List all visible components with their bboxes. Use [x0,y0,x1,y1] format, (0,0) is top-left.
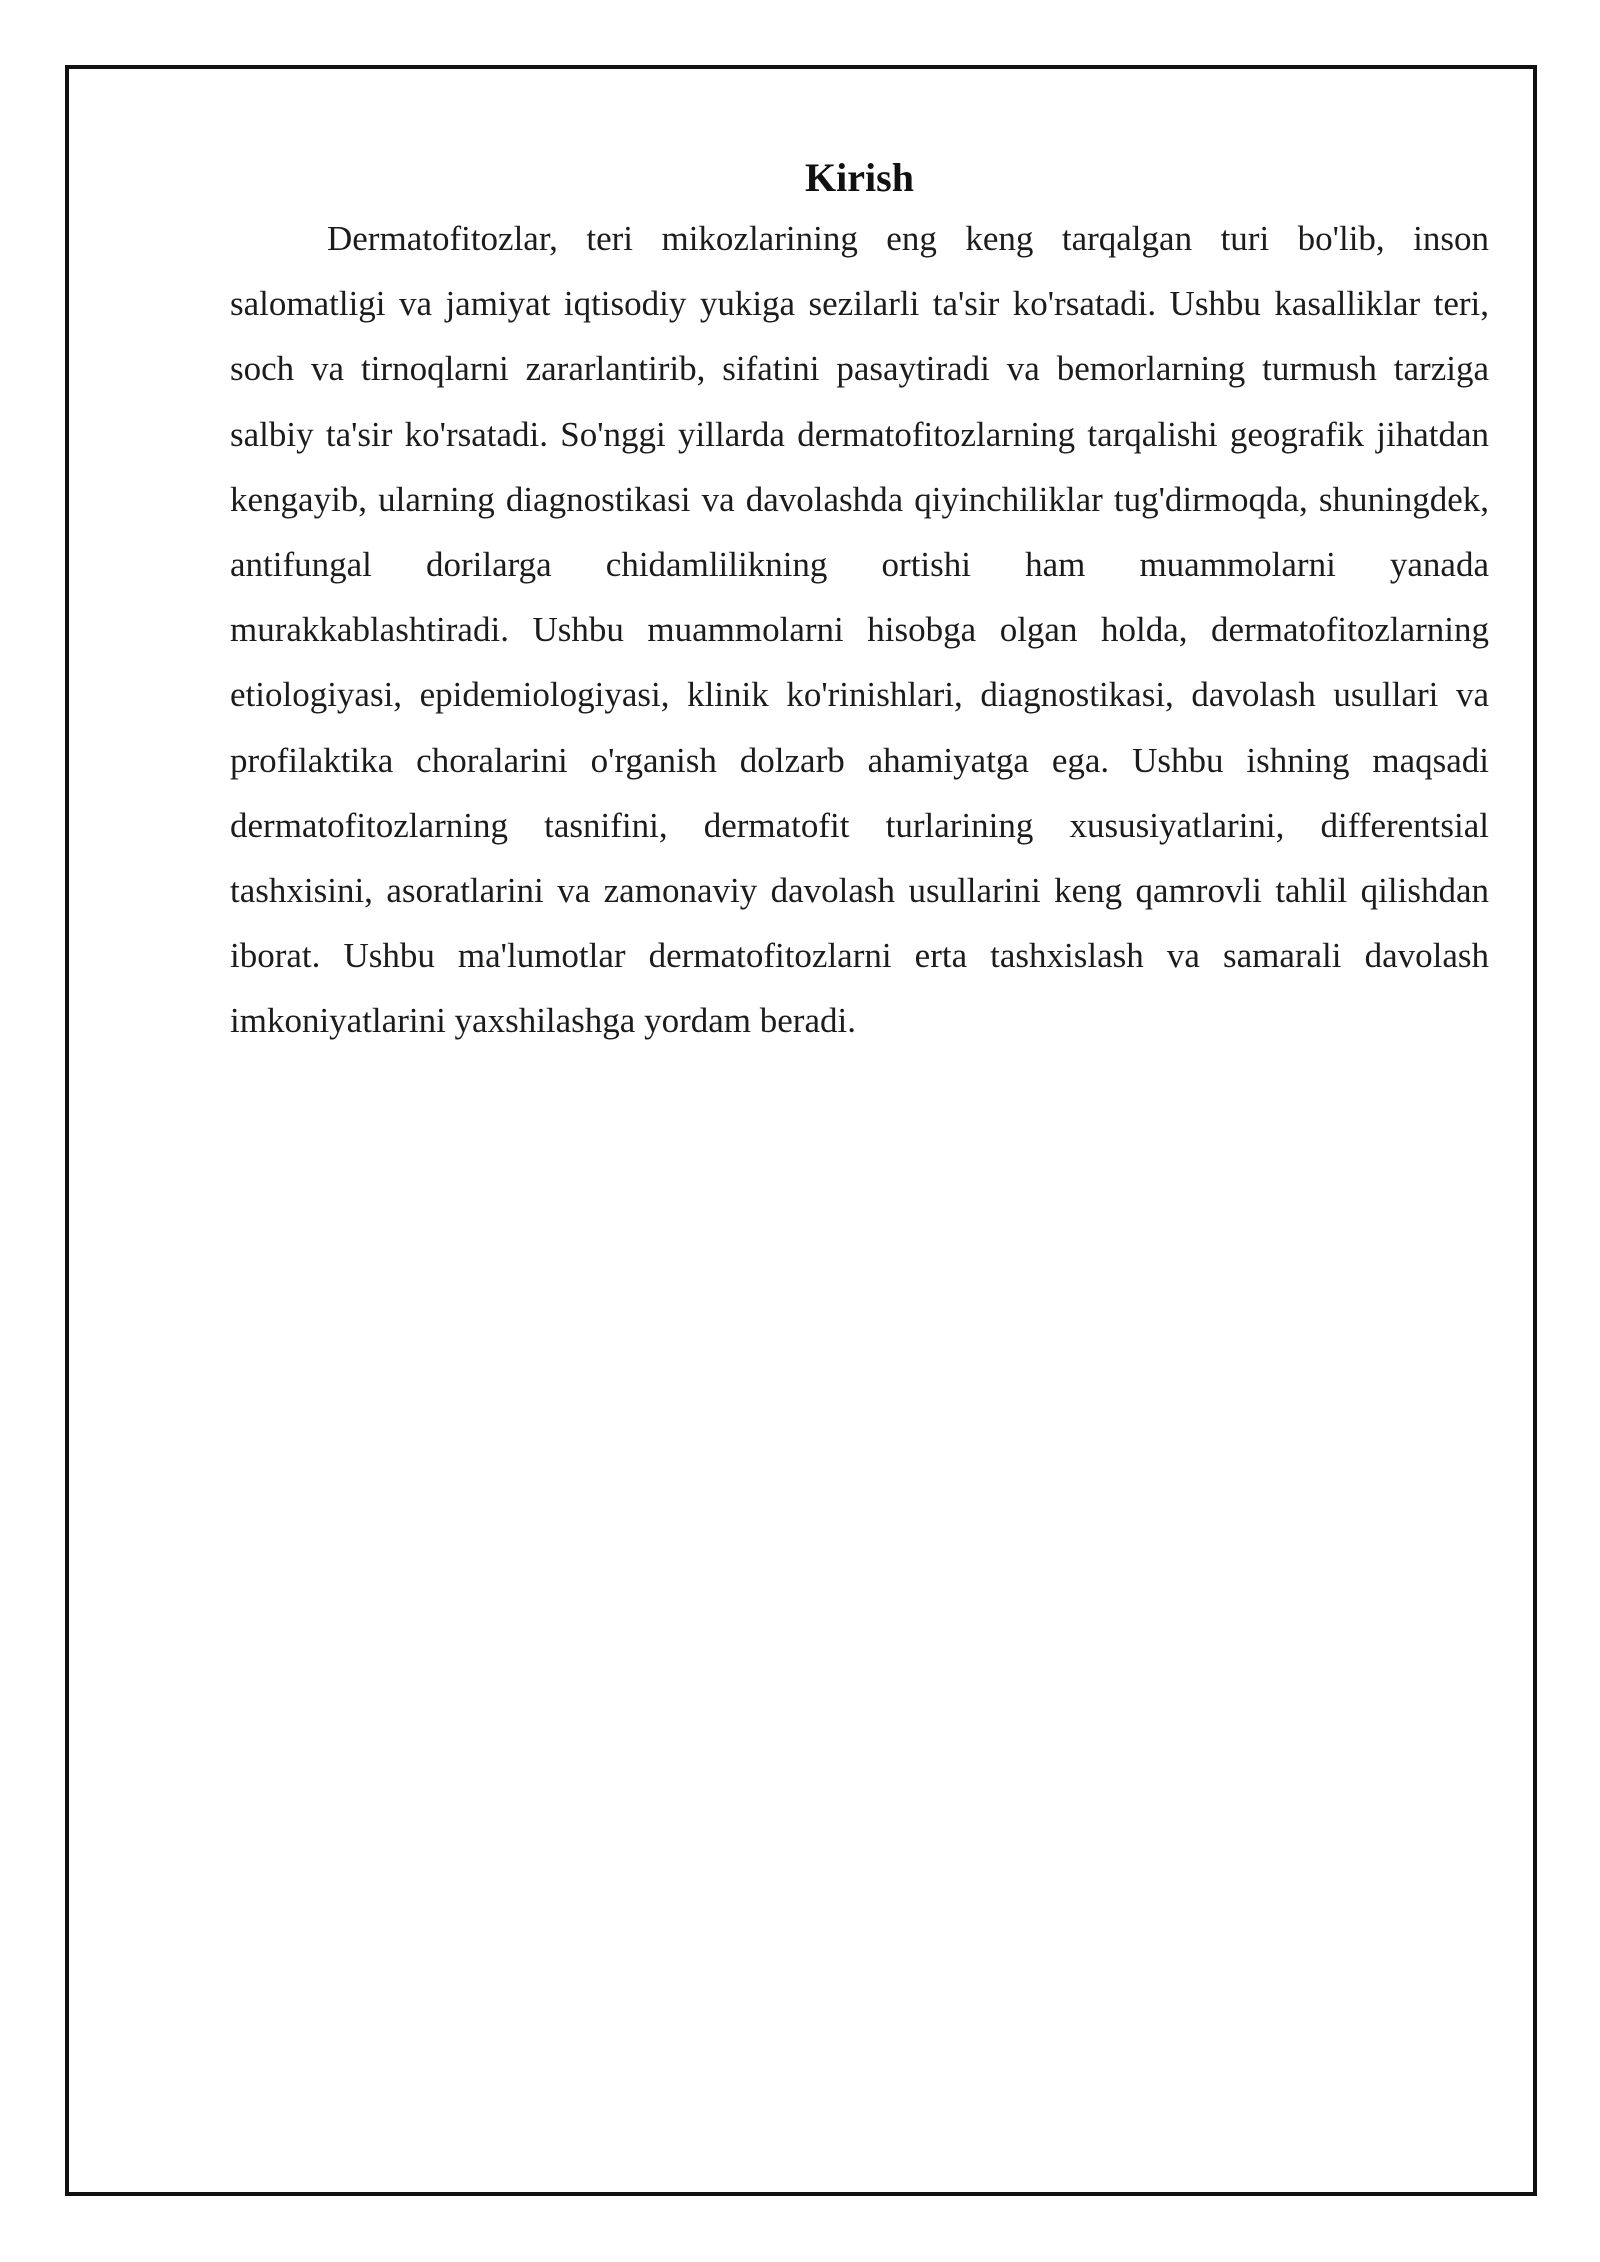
document-title: Kirish [805,155,914,200]
intro-paragraph: Dermatofitozlar, teri mikozlarining eng keng tarqalgan turi bo'lib, inson salomatligi va jamiyat iqtisodiy yukiga sezilarli ta'sir ko'rsatadi. Ushbu kasalliklar teri, soch va tirnoqlarni zararlantirib, sifatini pasaytiradi va bemorlarning turmush tarziga salbiy ta'sir ko'rsatadi. So'nggi yillarda dermatofitozlarning tarqalishi geografik jihatdan kengayib, ularning diagnostikasi va davolashda qiyinchiliklar tug'dirmoqda, shuningdek, antifungal dorilarga chidamlilikning ortishi ham muammolarni yanada murakkablashtiradi. Ushbu muammolarni hisobga olgan holda, dermatofitozlarning etiologiyasi, epidemiologiyasi, klinik ko'rinishlari, diagnostikasi, davolash usullari va profilaktika choralarini o'rganish dolzarb ahamiyatga ega. Ushbu ishning maqsadi dermatofitozlarning tasnifini, dermatofit turlarining xususiyatlarini, differentsial tashxisini, asoratlarini va zamonaviy davolash usullarini keng qamrovli tahlil qilishdan iborat. Ushbu ma'lumotlar dermatofitozlarni erta tashxislash va samarali davolash imkoniyatlarini yaxshilashga yordam beradi. [230,219,1489,1041]
document-body [230,150,1489,1054]
